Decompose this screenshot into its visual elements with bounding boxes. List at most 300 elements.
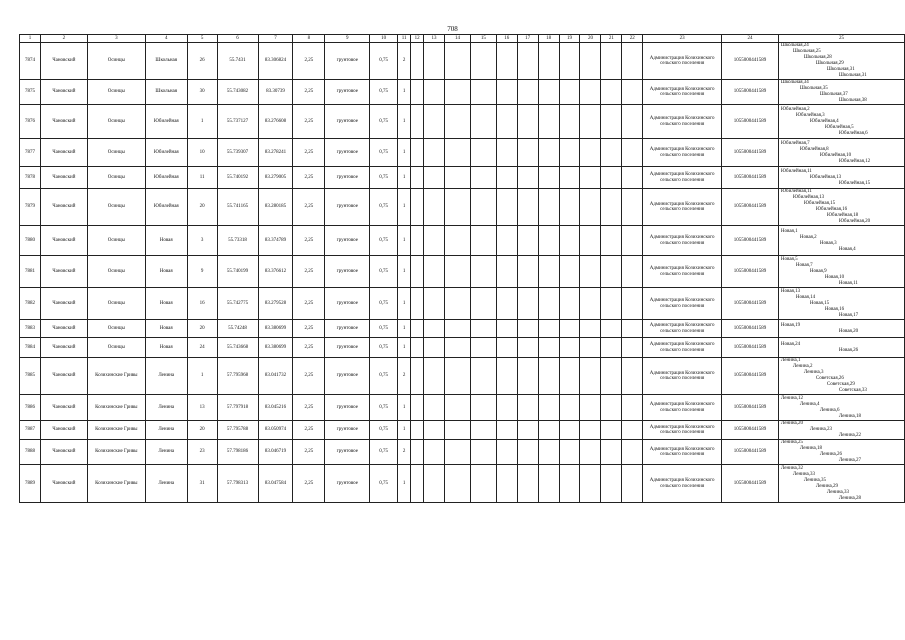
address-line: Новая,10 [824, 274, 845, 280]
empty-cell [444, 320, 470, 338]
district-cell: Чановский [40, 421, 87, 440]
empty-cell [496, 226, 517, 256]
address-line: Юбилейная,13 [792, 195, 825, 200]
count-cell: 1 [398, 139, 411, 167]
empty-cell [622, 226, 643, 256]
street-cell: Ленина [145, 421, 187, 440]
empty-cell [424, 167, 445, 189]
count-cell: 1 [398, 395, 411, 421]
empty-cell [424, 421, 445, 440]
empty-cell [470, 167, 496, 189]
ogrn-cell: 1055000441589 [722, 226, 779, 256]
empty-cell [444, 256, 470, 288]
empty-cell [580, 395, 601, 421]
settlement-cell: Козихинские Гривы [87, 395, 145, 421]
district-cell: Чановский [40, 226, 87, 256]
empty-cell [580, 421, 601, 440]
empty-cell [580, 189, 601, 226]
address-line: Юбилейная,11 [780, 168, 812, 174]
street-cell: Юбилейная [145, 167, 187, 189]
longitude-cell: 83.050974 [258, 421, 293, 440]
owner-cell: Администрация Козихинского сельского поселения [643, 288, 722, 320]
empty-cell [559, 338, 580, 358]
empty-cell [601, 80, 622, 105]
settlement-cell: Козихинские Гривы [87, 440, 145, 465]
table-row [20, 105, 905, 139]
table-row [20, 288, 905, 320]
address-line: Ленина,2 [792, 364, 813, 369]
longitude-cell: 83.047584 [258, 465, 293, 503]
empty-cell [444, 226, 470, 256]
empty-cell [470, 320, 496, 338]
ogrn-cell: 1055000441589 [722, 465, 779, 503]
empty-cell [424, 139, 445, 167]
count-cell: 1 [398, 226, 411, 256]
empty-cell [517, 167, 538, 189]
latitude-cell: 57.798313 [217, 465, 258, 503]
empty-cell [496, 43, 517, 80]
ogrn-cell: 1055000441589 [722, 320, 779, 338]
empty-cell [580, 358, 601, 395]
surface-cell: грунтовое [325, 189, 370, 226]
house-cell: 3 [187, 226, 217, 256]
street-cell: Новая [145, 288, 187, 320]
empty-cell [470, 256, 496, 288]
record-number: 7877 [20, 139, 41, 167]
area-cell: 2,25 [293, 139, 325, 167]
addresses-cell [778, 256, 904, 288]
table-row [20, 80, 905, 105]
street-cell: Ленина [145, 395, 187, 421]
count-cell: 2 [398, 358, 411, 395]
empty-cell [517, 465, 538, 503]
owner-cell: Администрация Козихинского сельского поселения [643, 189, 722, 226]
owner-cell: Администрация Козихинского сельского поселения [643, 320, 722, 338]
longitude-cell: 83.306824 [258, 43, 293, 80]
volume-cell: 0,75 [370, 320, 398, 338]
address-line: Школьная,29 [815, 61, 844, 66]
empty-cell [517, 256, 538, 288]
empty-cell [601, 421, 622, 440]
column-number-cell: 10 [370, 35, 398, 43]
longitude-cell: 83.376612 [258, 256, 293, 288]
count-cell: 1 [398, 80, 411, 105]
empty-cell [622, 338, 643, 358]
address-line: Юбилейная,2 [780, 106, 810, 112]
empty-cell [538, 440, 559, 465]
empty-cell [470, 440, 496, 465]
empty-cell [580, 320, 601, 338]
owner-cell: Администрация Козихинского сельского поселения [643, 139, 722, 167]
surface-cell: грунтовое [325, 358, 370, 395]
street-cell: Юбилейная [145, 189, 187, 226]
empty-cell [517, 226, 538, 256]
settlement-cell: Осинцы [87, 320, 145, 338]
address-line: Новая,17 [838, 312, 859, 318]
latitude-cell: 57.795788 [217, 421, 258, 440]
empty-cell [411, 338, 424, 358]
empty-cell [538, 43, 559, 80]
ogrn-cell: 1055000441589 [722, 189, 779, 226]
registry-table [19, 34, 905, 503]
address-line: Новая,3 [819, 240, 837, 246]
empty-cell [470, 421, 496, 440]
volume-cell: 0,75 [370, 43, 398, 80]
count-cell: 1 [398, 189, 411, 226]
empty-cell [601, 395, 622, 421]
address-line: Юбилейная,15 [838, 180, 871, 186]
empty-cell [470, 226, 496, 256]
column-number-cell: 6 [217, 35, 258, 43]
ogrn-cell: 1055000441589 [722, 358, 779, 395]
address-line: Ленина,6 [819, 407, 840, 413]
record-number: 7874 [20, 43, 41, 80]
addresses-cell [778, 288, 904, 320]
address-line: Новая,14 [795, 294, 816, 300]
count-cell: 1 [398, 465, 411, 503]
page-number: 708 [447, 25, 458, 33]
empty-cell [470, 395, 496, 421]
empty-cell [601, 440, 622, 465]
empty-cell [559, 139, 580, 167]
empty-cell [538, 338, 559, 358]
empty-cell [538, 256, 559, 288]
empty-cell [559, 395, 580, 421]
address-line: Школьная,38 [838, 98, 867, 103]
address-line: Юбилейная,4 [809, 118, 839, 124]
latitude-cell: 55.73318 [217, 226, 258, 256]
empty-cell [559, 167, 580, 189]
owner-cell: Администрация Козихинского сельского поселения [643, 421, 722, 440]
address-line: Ленина,33 [792, 471, 815, 477]
empty-cell [538, 288, 559, 320]
house-cell: 23 [187, 440, 217, 465]
street-cell: Новая [145, 256, 187, 288]
empty-cell [517, 338, 538, 358]
district-cell: Чановский [40, 440, 87, 465]
address-line: Школьная,37 [819, 92, 848, 97]
house-cell: 9 [187, 256, 217, 288]
street-cell: Ленина [145, 465, 187, 503]
table-row [20, 338, 905, 358]
area-cell: 2,25 [293, 395, 325, 421]
addresses-cell [778, 320, 904, 338]
empty-cell [496, 421, 517, 440]
empty-cell [517, 189, 538, 226]
address-line: Ленина,1 [780, 358, 801, 363]
empty-cell [424, 189, 445, 226]
empty-cell [622, 395, 643, 421]
address-line: Ленина,4 [799, 401, 820, 407]
empty-cell [411, 320, 424, 338]
empty-cell [517, 288, 538, 320]
surface-cell: грунтовое [325, 226, 370, 256]
latitude-cell: 55.741165 [217, 189, 258, 226]
owner-cell: Администрация Козихинского сельского поселения [643, 338, 722, 358]
address-line: Ленина,26 [819, 452, 842, 457]
address-line: Ленина,23 [809, 427, 832, 432]
house-cell: 11 [187, 167, 217, 189]
empty-cell [470, 105, 496, 139]
settlement-cell: Козихинские Гривы [87, 358, 145, 395]
record-number: 7885 [20, 358, 41, 395]
empty-cell [411, 395, 424, 421]
empty-cell [496, 105, 517, 139]
count-cell: 1 [398, 256, 411, 288]
surface-cell: грунтовое [325, 338, 370, 358]
empty-cell [601, 338, 622, 358]
area-cell: 2,25 [293, 465, 325, 503]
volume-cell: 0,75 [370, 395, 398, 421]
latitude-cell: 55.743082 [217, 80, 258, 105]
empty-cell [517, 139, 538, 167]
address-line: Ленина,27 [838, 458, 861, 463]
house-cell: 24 [187, 338, 217, 358]
addresses-cell [778, 421, 904, 440]
empty-cell [424, 465, 445, 503]
empty-cell [601, 105, 622, 139]
ogrn-cell: 1055000441589 [722, 288, 779, 320]
addresses-cell [778, 358, 904, 395]
count-cell: 1 [398, 421, 411, 440]
empty-cell [424, 288, 445, 320]
address-line: Юбилейная,18 [826, 213, 859, 218]
address-line: Новая,13 [780, 288, 801, 294]
empty-cell [424, 440, 445, 465]
settlement-cell: Осинцы [87, 167, 145, 189]
empty-cell [601, 256, 622, 288]
street-cell: Ленина [145, 358, 187, 395]
latitude-cell: 55.743668 [217, 338, 258, 358]
table-row [20, 43, 905, 80]
latitude-cell: 55.7431 [217, 43, 258, 80]
empty-cell [470, 80, 496, 105]
latitude-cell: 55.740192 [217, 167, 258, 189]
empty-cell [538, 226, 559, 256]
table-row [20, 421, 905, 440]
empty-cell [517, 421, 538, 440]
house-cell: 31 [187, 465, 217, 503]
record-number: 7875 [20, 80, 41, 105]
volume-cell: 0,75 [370, 256, 398, 288]
owner-cell: Администрация Козихинского сельского поселения [643, 395, 722, 421]
address-line: Советская,33 [838, 388, 867, 393]
address-line: Школьная,24 [780, 43, 809, 48]
empty-cell [411, 226, 424, 256]
empty-cell [538, 358, 559, 395]
address-line: Юбилейная,13 [809, 174, 842, 180]
settlement-cell: Осинцы [87, 288, 145, 320]
address-line: Новая,5 [780, 256, 798, 262]
table-row [20, 320, 905, 338]
addresses-cell [778, 105, 904, 139]
empty-cell [411, 43, 424, 80]
empty-cell [444, 139, 470, 167]
street-cell: Ленина [145, 440, 187, 465]
table-row [20, 256, 905, 288]
owner-cell: Администрация Козихинского сельского поселения [643, 226, 722, 256]
empty-cell [470, 43, 496, 80]
column-number-cell: 11 [398, 35, 411, 43]
address-line: Ленина,22 [838, 433, 861, 438]
record-number: 7878 [20, 167, 41, 189]
address-line: Школьная,34 [780, 80, 809, 85]
district-cell: Чановский [40, 80, 87, 105]
empty-cell [444, 288, 470, 320]
column-number-cell: 17 [517, 35, 538, 43]
empty-cell [411, 465, 424, 503]
empty-cell [444, 338, 470, 358]
address-line: Новая,20 [838, 328, 859, 334]
empty-cell [622, 80, 643, 105]
address-line: Школьная,31 [838, 73, 867, 78]
address-line: Школьная,35 [799, 86, 828, 91]
empty-cell [470, 358, 496, 395]
empty-cell [444, 189, 470, 226]
column-number-row [20, 35, 905, 43]
addresses-cell [778, 139, 904, 167]
empty-cell [496, 320, 517, 338]
column-number-cell: 16 [496, 35, 517, 43]
record-number: 7889 [20, 465, 41, 503]
empty-cell [470, 139, 496, 167]
column-number-cell: 19 [559, 35, 580, 43]
empty-cell [538, 167, 559, 189]
empty-cell [517, 320, 538, 338]
empty-cell [424, 358, 445, 395]
record-number: 7888 [20, 440, 41, 465]
empty-cell [559, 80, 580, 105]
empty-cell [601, 358, 622, 395]
column-number-cell: 9 [325, 35, 370, 43]
district-cell: Чановский [40, 288, 87, 320]
longitude-cell: 83.380699 [258, 338, 293, 358]
column-number-cell: 23 [643, 35, 722, 43]
empty-cell [496, 139, 517, 167]
latitude-cell: 55.742775 [217, 288, 258, 320]
settlement-cell: Осинцы [87, 139, 145, 167]
longitude-cell: 83.380699 [258, 320, 293, 338]
longitude-cell: 83.279528 [258, 288, 293, 320]
record-number: 7876 [20, 105, 41, 139]
house-cell: 26 [187, 43, 217, 80]
addresses-cell [778, 167, 904, 189]
table-row [20, 167, 905, 189]
empty-cell [622, 43, 643, 80]
address-line: Ленина,29 [815, 483, 838, 489]
address-line: Ленина,25 [780, 440, 803, 445]
address-line: Новая,19 [780, 322, 801, 328]
empty-cell [411, 358, 424, 395]
empty-cell [538, 80, 559, 105]
table-row [20, 395, 905, 421]
empty-cell [496, 189, 517, 226]
empty-cell [424, 256, 445, 288]
volume-cell: 0,75 [370, 465, 398, 503]
address-line: Ленина,20 [780, 421, 803, 426]
address-line: Школьная,31 [826, 67, 855, 72]
area-cell: 2,25 [293, 338, 325, 358]
empty-cell [538, 105, 559, 139]
address-line: Новая,24 [780, 341, 801, 347]
surface-cell: грунтовое [325, 167, 370, 189]
empty-cell [496, 288, 517, 320]
empty-cell [444, 80, 470, 105]
house-cell: 1 [187, 105, 217, 139]
empty-cell [411, 421, 424, 440]
empty-cell [424, 105, 445, 139]
empty-cell [622, 358, 643, 395]
empty-cell [538, 189, 559, 226]
area-cell: 2,25 [293, 440, 325, 465]
district-cell: Чановский [40, 338, 87, 358]
empty-cell [580, 43, 601, 80]
record-number: 7883 [20, 320, 41, 338]
address-line: Юбилейная,5 [824, 124, 854, 130]
latitude-cell: 57.795968 [217, 358, 258, 395]
surface-cell: грунтовое [325, 288, 370, 320]
district-cell: Чановский [40, 256, 87, 288]
column-number-cell: 13 [424, 35, 445, 43]
street-cell: Новая [145, 338, 187, 358]
settlement-cell: Осинцы [87, 80, 145, 105]
count-cell: 2 [398, 440, 411, 465]
address-line: Школьная,25 [792, 49, 821, 54]
empty-cell [622, 139, 643, 167]
empty-cell [601, 139, 622, 167]
area-cell: 2,25 [293, 80, 325, 105]
addresses-cell [778, 43, 904, 80]
empty-cell [411, 105, 424, 139]
empty-cell [496, 167, 517, 189]
street-cell: Школьная [145, 80, 187, 105]
empty-cell [559, 320, 580, 338]
street-cell: Юбилейная [145, 105, 187, 139]
longitude-cell: 83.30739 [258, 80, 293, 105]
longitude-cell: 83.276608 [258, 105, 293, 139]
volume-cell: 0,75 [370, 288, 398, 320]
owner-cell: Администрация Козихинского сельского поселения [643, 80, 722, 105]
owner-cell: Администрация Козихинского сельского поселения [643, 440, 722, 465]
column-number-cell: 22 [622, 35, 643, 43]
column-number-cell: 14 [444, 35, 470, 43]
latitude-cell: 55.739307 [217, 139, 258, 167]
district-cell: Чановский [40, 139, 87, 167]
address-line: Ленина,35 [803, 477, 826, 483]
record-number: 7880 [20, 226, 41, 256]
count-cell: 1 [398, 288, 411, 320]
district-cell: Чановский [40, 105, 87, 139]
empty-cell [622, 288, 643, 320]
settlement-cell: Осинцы [87, 105, 145, 139]
latitude-cell: 55.74248 [217, 320, 258, 338]
district-cell: Чановский [40, 320, 87, 338]
empty-cell [517, 43, 538, 80]
record-number: 7887 [20, 421, 41, 440]
surface-cell: грунтовое [325, 465, 370, 503]
surface-cell: грунтовое [325, 320, 370, 338]
addresses-cell [778, 80, 904, 105]
address-line: Новая,26 [838, 347, 859, 353]
column-number-cell: 12 [411, 35, 424, 43]
volume-cell: 0,75 [370, 167, 398, 189]
ogrn-cell: 1055000441589 [722, 167, 779, 189]
area-cell: 2,25 [293, 43, 325, 80]
empty-cell [559, 358, 580, 395]
empty-cell [424, 338, 445, 358]
address-line: Ленина,33 [826, 489, 849, 495]
volume-cell: 0,75 [370, 421, 398, 440]
